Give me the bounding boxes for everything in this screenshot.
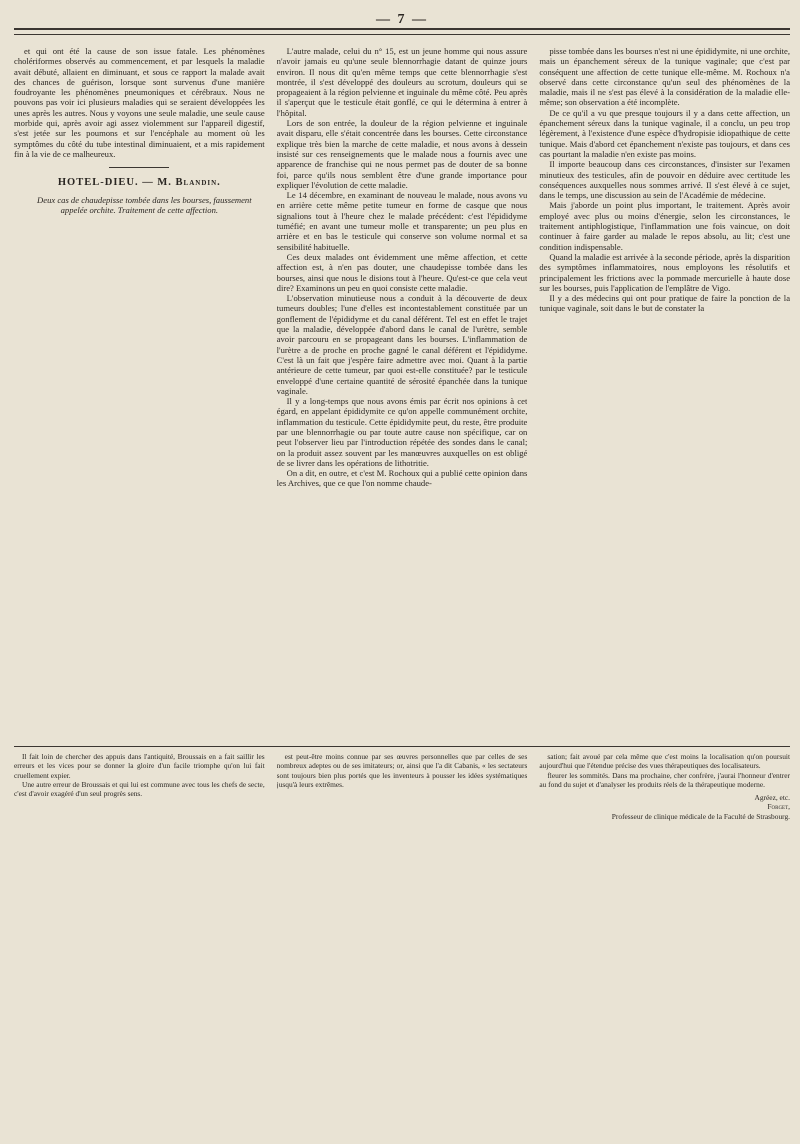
footnote-paragraph: est peut-être moins connue par ses œuvres personnelles que par celles de ses nombreux adeptes ou de ses imitateurs; or, ainsi que l'a dit Cabanis, « les sectateurs sont toujours bien plus portés que les inventeurs à pousser les idées systématiques jusqu'à leurs extrêmes. — [276, 752, 528, 789]
paragraph: Il y a des médecins qui ont pour pratique de faire la ponction de la tunique vaginale, soit dans le but de constater la — [539, 293, 791, 314]
column-middle — [277, 46, 528, 736]
paragraph: L'observation minutieuse nous a conduit à la découverte de deux tumeurs doubles; l'une d'elles est incontestablement constituée par un gonflement de l'épididyme et du canal déférent. Tel est en effet le trajet que la maladie, développée d'abord dans le canal de l'urètre, semble avoir parcouru en se propageant dans les bourses. L'inflammation de l'urètre a de proche en proche gagné le canal déférent et l'épididyme. C'est là un fait que j'espère faire admettre avec moi. Quant à la partie antérieure de cette tumeur, par quoi est-elle constituée? par le testicule enveloppé d'une certaine quantité de sérosité épanchée dans la tunique vaginale. — [276, 293, 528, 396]
section-title-prefix: HOTEL-DIEU. — M. — [57, 177, 172, 189]
section-title — [14, 178, 265, 188]
footnote-paragraph: fleurer les sommités. Dans ma prochaine, cher confrère, j'aurai l'honneur d'entrer au fond du sujet et d'analyser les produits réels de la thérapeutique moderne. — [539, 770, 791, 789]
paragraph: et qui ont été la cause de son issue fatale. Les phénomènes cholériformes observés au commencement, et par lesquels la maladie avait débuté, allaient en diminuant, et sous ce rapport la malade avait des chances de guérison, lorsque sont survenus d'une manière foudroyante les phénomènes pneumoniques et cérébraux. Nous ne pouvons pas voir ici plusieurs maladies qui se seraient développées les unes après les autres. Nous y voyons une seule maladie, une seule cause morbide qui, après avoir agi assez violemment sur l'appareil digestif, s'est jetée sur les poumons et sur l'encéphale au moment où les symptômes du côté du tube intestinal diminuaient, et a mis rapidement fin à la vie de ce malheureux. — [14, 46, 265, 159]
paragraph: Mais j'aborde un point plus important, le traitement. Après avoir employé avec plus ou moins d'énergie, selon les circonstances, le traitement antiphlogistique, l'inflammation une fois vaincue, on doit continuer à faire garder au malade le repos absolu, au lit; c'est une condition indispensable. — [539, 200, 791, 252]
paragraph: Il importe beaucoup dans ces circonstances, d'insister sur l'examen minutieux des testicules, afin de pouvoir en déduire avec certitude les conséquences auxquelles nous sommes arrivé. Il s'est élevé à ce sujet, dans le temps, une discussion au sein de l'Académie de médecine. — [539, 159, 791, 201]
section-divider — [109, 167, 169, 168]
paragraph: Il y a long-temps que nous avons émis par écrit nos opinions à cet égard, en appelant épididymite ce qu'on appelle communément orchite, inflammation du testicule. Cette épididymite peut, du reste, être produite par une blennorrhagie ou par toute autre cause non spécifique, car on peut l'observer lieu par l'introduction répétée des sondes dans le canal; on la produit assez souvent par les manœuvres auxquelles on est obligé de se livrer dans les opérations de lithotritie. — [276, 396, 528, 468]
header-rule-thin — [14, 34, 790, 35]
paragraph: Quand la maladie est arrivée à la seconde période, après la disparition des symptômes inflammatoires, nous employons les résolutifs et principalement les frictions avec la pommade mercurielle à haute dose sur les bourses, puis l'application de l'emplâtre de Vigo. — [539, 251, 791, 293]
page-header — [14, 8, 790, 38]
section-subtitle: Deux cas de chaudepisse tombée dans les bourses, faussement appelée orchite. Traitement de cette affection. — [37, 194, 252, 215]
footnote-column-left — [14, 752, 265, 1138]
footnote-column-middle — [277, 752, 528, 1138]
page-number: — 7 — — [376, 12, 428, 27]
footnote-column-right — [539, 752, 790, 1138]
footnote-paragraph: sation; fait avoué par cela même que c'est moins la localisation qu'on poursuit aujourd'hui que l'étendue précise des vues thérapeutiques des localisateurs. — [539, 752, 791, 771]
signature-block — [539, 793, 790, 821]
paragraph: L'autre malade, celui du n° 15, est un jeune homme qui nous assure n'avoir jamais eu qu'une seule blennorrhagie datant de quinze jours environ. Il nous dit qu'en même temps que cette blennorrhagie s'est montrée, il s'est développé des douleurs au scrotum, douleurs qui se propageaient à la région pelvienne et inguinale du même côté. Peu après il s'aperçut que le testicule était gonflé, ce qui le détermina à entrer à l'hôpital. — [276, 46, 528, 118]
column-left — [14, 46, 265, 736]
footnote-divider — [14, 746, 790, 747]
article-columns — [14, 46, 790, 736]
header-rule — [14, 28, 790, 30]
footnote-paragraph: Il fait loin de chercher des appuis dans l'antiquité, Broussais en a fait saillir les erreurs et les vices pour se donner la gloire d'un facile triomphe qu'on lui fait cruellement expier. — [14, 752, 265, 780]
section-title-name: Blandin. — [175, 177, 221, 189]
signature-title: Professeur de clinique médicale de la Faculté de Strasbourg. — [611, 811, 791, 821]
paragraph: Le 14 décembre, en examinant de nouveau le malade, nous avons vu en arrière cette même petite tumeur en forme de casque que nous signalions tout à l'heure chez le malade précédent: c'est l'épididyme tuméfié; en avant une tumeur molle et transparente; un peu plus en arrière et en bas le testicule qui conserve son volume normal et sa sensibilité habituelle. — [276, 190, 528, 252]
paragraph: De ce qu'il a vu que presque toujours il y a dans cette affection, un épanchement séreux dans la tunique vaginale, il a conclu, un peu trop légèrement, à l'existence d'une espèce d'hydropisie idiopathique de cette tunique. Mais d'abord cet épanchement n'existe pas toujours, et dans ces cas pourtant la maladie n'en existe pas moins. — [539, 107, 791, 159]
paragraph: On a dit, en outre, et c'est M. Rochoux qui a publié cette opinion dans les Archives, que ce que l'on nomme chaude- — [276, 468, 528, 489]
column-right — [539, 46, 790, 736]
signature-closing: Agréez, etc. — [754, 793, 791, 803]
footnotes — [14, 752, 790, 1138]
signature-name: Forget, — [767, 802, 791, 812]
footnote-paragraph: Une autre erreur de Broussais et qui lui est commune avec tous les chefs de secte, c'est d'avoir exagéré d'un seul progrès sens. — [14, 779, 265, 799]
paragraph: pisse tombée dans les bourses n'est ni une épididymite, ni une orchite, mais un épanchement séreux de la tunique vaginale; que c'est par conséquent une affection de cette tunique elle-même. M. Rochoux n'a observé dans cette circonstance qu'un seul des phénomènes de la maladie, mais il ne s'est pas élevé à la considération de la maladie elle-même; son observation a été incomplète. — [539, 46, 791, 108]
paragraph: Ces deux malades ont évidemment une même affection, et cette affection est, à n'en pas douter, une chaudepisse tombée dans les bourses, ainsi que nous le disions tout à l'heure. Qu'est-ce que cela veut dire? Examinons un peu en quoi consiste cette maladie. — [276, 251, 528, 293]
paragraph: Lors de son entrée, la douleur de la région pelvienne et inguinale avait disparu, elle s'était concentrée dans les bourses. Cette circonstance explique très bien la marche de cette maladie, et nous avons à dessein insisté sur ces renseignements que le malade nous a fournis avec une apparence de franchise qui ne nous permet pas de douter de sa bonne foi, parce qu'ils nous semblent être d'une grande importance pour expliquer l'évolution de cette maladie. — [276, 118, 528, 190]
